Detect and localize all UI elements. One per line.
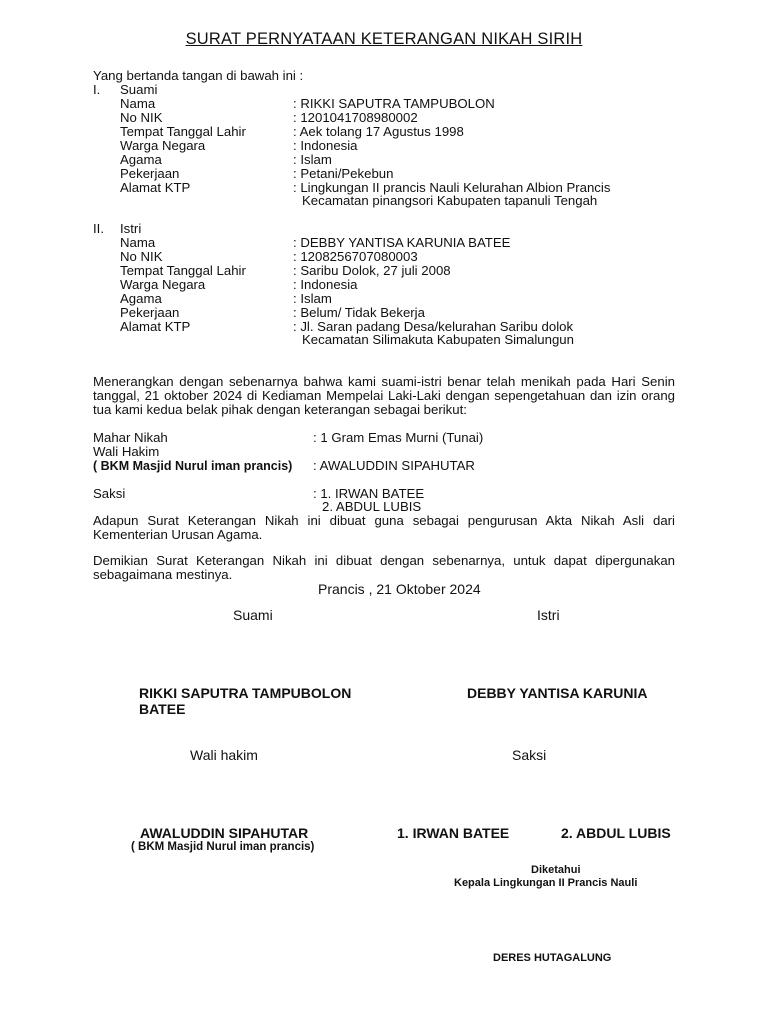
closing-paragraph: Demikian Surat Keterangan Nikah ini dibuat dengan sebenarnya, untuk dapat dipergunakan sebagaimana mestinya. (93, 553, 675, 582)
suami-signature-label: Suami (233, 607, 273, 623)
field-label: Warga Negara (120, 138, 206, 153)
suami-signature-name: RIKKI SAPUTRA TAMPUBOLON (139, 685, 352, 701)
wali-signature-label: Wali hakim (190, 747, 258, 763)
wali-value: : AWALUDDIN SIPAHUTAR (313, 458, 475, 473)
field-label: Pekerjaan (120, 305, 180, 320)
field-label: Nama (120, 235, 156, 250)
field-value: : DEBBY YANTISA KARUNIA BATEE (293, 235, 511, 250)
field-value: : Indonesia (293, 138, 358, 153)
field-label: Tempat Tanggal Lahir (120, 263, 246, 278)
saksi2-signature-name: 2. ABDUL LUBIS (561, 825, 671, 841)
document-title: SURAT PERNYATAAN KETERANGAN NIKAH SIRIH (185, 30, 583, 48)
kepala-lingkungan-name: DERES HUTAGALUNG (493, 952, 612, 964)
intro-text: Yang bertanda tangan di bawah ini : (93, 68, 304, 83)
section-label: Istri (120, 221, 142, 236)
istri-signature-name: DEBBY YANTISA KARUNIA (467, 685, 648, 701)
field-value: : Lingkungan II prancis Nauli Kelurahan Albion Prancis (293, 180, 611, 195)
field-value: : Saribu Dolok, 27 juli 2008 (293, 263, 451, 278)
purpose-paragraph: Adapun Surat Keterangan Nikah ini dibuat guna sebagai pengurusan Akta Nikah Asli dari Kementerian Urusan Agama. (93, 513, 675, 542)
address-continuation: Kecamatan pinangsori Kabupaten tapanuli Tengah (302, 193, 598, 208)
suami-signature-name-cont: BATEE (139, 701, 186, 717)
wali-bkm: ( BKM Masjid Nurul iman prancis) (93, 459, 293, 473)
field-label: Pekerjaan (120, 166, 180, 181)
field-label: Agama (120, 291, 162, 306)
saksi-label: Saksi (93, 486, 126, 501)
wali-label: Wali Hakim (93, 444, 160, 459)
saksi-value-1: : 1. IRWAN BATEE (313, 486, 425, 501)
istri-signature-label: Istri (537, 607, 560, 623)
field-label: Alamat KTP (120, 319, 191, 334)
place-date: Prancis , 21 Oktober 2024 (318, 581, 481, 597)
field-value: : Islam (293, 152, 332, 167)
saksi-signature-label: Saksi (512, 747, 547, 763)
field-value: : Petani/Pekebun (293, 166, 394, 181)
field-value: : Islam (293, 291, 332, 306)
statement-paragraph: Menerangkan dengan sebenarnya bahwa kami suami-istri benar telah menikah pada Hari Senin tanggal, 21 oktober 2024 di Kediaman Mempelai Laki-Laki dengan sepengetahuan dan izin orang tua kami kedua belak pihak dengan keterangan sebagai berikut: (93, 374, 675, 417)
mahar-label: Mahar Nikah (93, 430, 168, 445)
saksi-value-2: 2. ABDUL LUBIS (322, 499, 422, 514)
field-label: Tempat Tanggal Lahir (120, 124, 246, 139)
mahar-value: : 1 Gram Emas Murni (Tunai) (313, 430, 484, 445)
field-label: Agama (120, 152, 162, 167)
field-label: Warga Negara (120, 277, 206, 292)
field-value: : 1208256707080003 (293, 249, 418, 264)
field-value: : Belum/ Tidak Bekerja (293, 305, 425, 320)
field-value: : 1201041708980002 (293, 110, 418, 125)
diketahui-label: Diketahui (531, 864, 581, 876)
section-number: I. (93, 82, 101, 97)
wali-signature-bkm: ( BKM Masjid Nurul iman prancis) (131, 841, 315, 853)
address-continuation: Kecamatan Silimakuta Kabupaten Simalungun (302, 332, 574, 347)
field-value: : Indonesia (293, 277, 358, 292)
field-label: No NIK (120, 110, 163, 125)
section-label: Suami (120, 82, 158, 97)
field-label: Nama (120, 96, 156, 111)
field-label: No NIK (120, 249, 163, 264)
field-value: : Jl. Saran padang Desa/kelurahan Saribu dolok (293, 319, 574, 334)
section-number: II. (93, 221, 104, 236)
field-label: Alamat KTP (120, 180, 191, 195)
wali-signature-name: AWALUDDIN SIPAHUTAR (140, 825, 309, 841)
kepala-lingkungan-label: Kepala Lingkungan II Prancis Nauli (454, 877, 638, 889)
field-value: : Aek tolang 17 Agustus 1998 (293, 124, 464, 139)
saksi1-signature-name: 1. IRWAN BATEE (397, 825, 510, 841)
field-value: : RIKKI SAPUTRA TAMPUBOLON (293, 96, 495, 111)
